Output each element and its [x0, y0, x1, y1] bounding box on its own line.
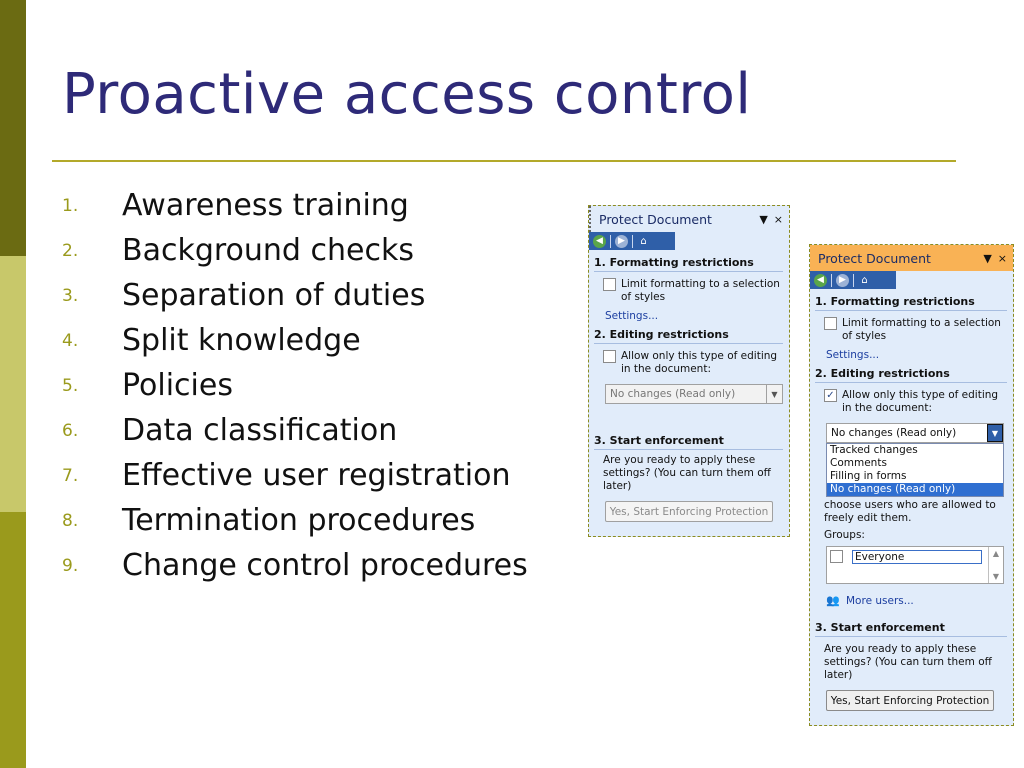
allow-editing-checkbox[interactable]: ✓ — [824, 389, 837, 402]
list-item — [62, 498, 528, 543]
item-text: Separation of duties — [122, 278, 426, 313]
item-text: Policies — [122, 368, 233, 403]
list-item — [62, 453, 528, 498]
list-item — [62, 543, 528, 588]
item-text: Data classification — [122, 413, 398, 448]
enforcement-description: Are you ready to apply these settings? (You can turn them off later) — [824, 643, 992, 681]
chevron-down-icon[interactable]: ▼ — [766, 385, 782, 403]
pane-title: Protect Document — [818, 250, 931, 266]
home-icon[interactable]: ⌂ — [861, 274, 868, 286]
item-number: 5. — [62, 375, 79, 396]
pane-nav-bar — [589, 232, 675, 250]
pane-nav-bar — [810, 271, 896, 289]
pane-title: Protect Document — [599, 211, 712, 227]
item-number: 6. — [62, 420, 79, 441]
item-number: 1. — [62, 195, 79, 216]
nav-separator — [831, 274, 832, 287]
editing-type-value: No changes (Read only) — [610, 388, 736, 400]
list-item — [62, 273, 528, 318]
formatting-restrictions-heading: 1. Formatting restrictions — [815, 295, 1007, 311]
groups-scrollbar[interactable] — [988, 547, 1003, 583]
forward-arrow-icon[interactable]: ▶ — [615, 235, 628, 248]
editing-type-value: No changes (Read only) — [831, 427, 957, 439]
pane-header — [589, 206, 789, 232]
protect-document-pane-large — [809, 244, 1014, 726]
list-item — [62, 228, 528, 273]
title-divider — [52, 160, 956, 162]
limit-formatting-checkbox[interactable] — [603, 278, 616, 291]
slide-title: Proactive access control — [62, 62, 752, 127]
editing-restrictions-heading: 2. Editing restrictions — [815, 367, 1007, 383]
groups-label: Groups: — [824, 529, 865, 541]
group-everyone[interactable]: Everyone — [852, 550, 982, 564]
editing-type-select[interactable] — [605, 384, 783, 404]
editing-restrictions-heading: 2. Editing restrictions — [594, 328, 783, 344]
item-text: Change control procedures — [122, 548, 528, 583]
option-tracked-changes[interactable]: Tracked changes — [830, 444, 918, 456]
pane-close-icon[interactable]: × — [997, 251, 1007, 265]
enforcement-description: Are you ready to apply these settings? (You can turn them off later) — [603, 454, 771, 492]
forward-arrow-icon[interactable]: ▶ — [836, 274, 849, 287]
bullet-list — [62, 183, 528, 588]
item-number: 7. — [62, 465, 79, 486]
item-number: 2. — [62, 240, 79, 261]
side-bar-top — [0, 0, 26, 256]
groups-list — [826, 546, 1004, 584]
item-number: 8. — [62, 510, 79, 531]
limit-formatting-label: Limit formatting to a selection of styles — [621, 278, 780, 303]
pane-close-icon[interactable]: × — [773, 212, 783, 226]
list-item — [62, 183, 528, 228]
users-icon: 👥 — [826, 594, 840, 607]
item-number: 3. — [62, 285, 79, 306]
option-no-changes[interactable]: No changes (Read only) — [827, 483, 1003, 496]
settings-link[interactable]: Settings... — [605, 310, 659, 322]
item-text: Awareness training — [122, 188, 409, 223]
item-text: Termination procedures — [122, 503, 476, 538]
item-text: Background checks — [122, 233, 414, 268]
editing-type-options — [826, 443, 1004, 497]
nav-separator — [853, 274, 854, 287]
back-arrow-icon[interactable]: ◀ — [814, 274, 827, 287]
list-item — [62, 318, 528, 363]
scroll-up-icon[interactable]: ▲ — [992, 549, 1000, 558]
item-number: 4. — [62, 330, 79, 351]
item-text: Effective user registration — [122, 458, 511, 493]
protect-document-pane-small — [588, 205, 790, 537]
start-enforcing-button[interactable]: Yes, Start Enforcing Protection — [605, 501, 773, 522]
more-users-label: More users... — [846, 594, 914, 607]
formatting-restrictions-heading: 1. Formatting restrictions — [594, 256, 783, 272]
exceptions-text: choose users who are allowed to freely edit them. — [824, 499, 996, 524]
start-enforcement-heading: 3. Start enforcement — [594, 434, 783, 450]
chevron-down-icon[interactable]: ▼ — [987, 424, 1003, 442]
settings-link[interactable]: Settings... — [826, 349, 880, 361]
list-item — [62, 363, 528, 408]
option-comments[interactable]: Comments — [830, 457, 887, 469]
option-filling-in-forms[interactable]: Filling in forms — [830, 470, 907, 482]
pane-menu-dropdown-icon[interactable]: ▼ — [759, 212, 768, 226]
item-number: 9. — [62, 555, 79, 576]
home-icon[interactable]: ⌂ — [640, 235, 647, 247]
more-users-link[interactable] — [826, 594, 1007, 607]
limit-formatting-checkbox[interactable] — [824, 317, 837, 330]
allow-editing-label: Allow only this type of editing in the document: — [842, 389, 999, 414]
list-item — [62, 408, 528, 453]
allow-editing-checkbox[interactable] — [603, 350, 616, 363]
side-bar-bottom — [0, 512, 26, 768]
side-bar-middle — [0, 256, 26, 512]
start-enforcement-heading: 3. Start enforcement — [815, 621, 1007, 637]
everyone-checkbox[interactable] — [830, 550, 843, 563]
limit-formatting-label: Limit formatting to a selection of styles — [842, 317, 1001, 342]
pane-menu-dropdown-icon[interactable]: ▼ — [983, 251, 992, 265]
editing-type-select[interactable] — [826, 423, 1004, 443]
start-enforcing-button[interactable]: Yes, Start Enforcing Protection — [826, 690, 994, 711]
nav-separator — [632, 235, 633, 248]
nav-separator — [610, 235, 611, 248]
back-arrow-icon[interactable]: ◀ — [593, 235, 606, 248]
item-text: Split knowledge — [122, 323, 361, 358]
scroll-down-icon[interactable]: ▼ — [992, 572, 1000, 581]
allow-editing-label: Allow only this type of editing in the document: — [621, 350, 778, 375]
pane-header — [810, 245, 1013, 271]
